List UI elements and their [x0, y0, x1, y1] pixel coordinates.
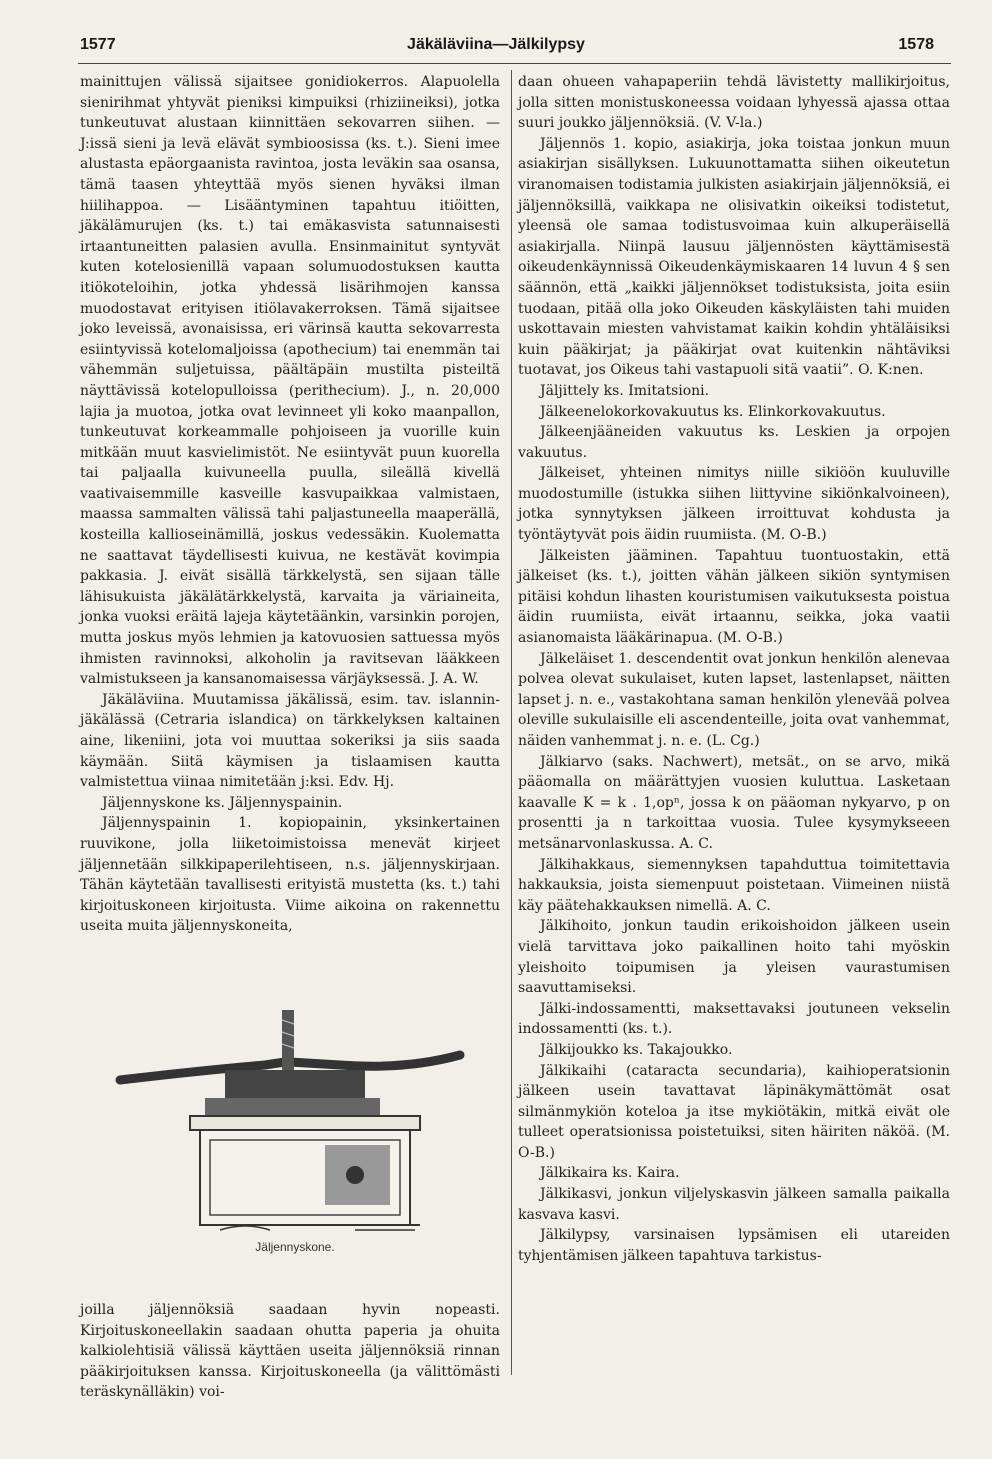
entry-jalkihoito: Jälkihoito, jonkun taudin erikoishoidon jälkeen usein vielä tarvittava joko paikallinen hoito tahi myöskin yleishoito toipumisen ja yleisen vaurastumisen saavuttamiseksi.	[518, 918, 950, 997]
column-divider	[511, 70, 512, 1375]
entry-jalkeiset: Jälkeiset, yhteinen nimitys niille sikiöön kuuluville muodostumille (istukka siihen liittyvine sikiönkalvoineen), jotka synnytyksen jälkeen irroittuvat kohdusta ja työntäytyvät pois äidin ruumiista. (M. O-B.)	[518, 465, 950, 544]
entry-jalkiarvo: Jälkiarvo (saks. Nachwert), metsät., on se arvo, mikä pääomalla on määrättyjen vuosien kuluttua. Lasketaan kaavalle K = k . 1,opⁿ, jossa k on pääoman nykyarvo, p on prosentti ja n tarkoittaa vuosia. Tulee kysymykseeen metsänarvonlaskussa. A. C.	[518, 753, 950, 852]
page-number-right: 1578	[898, 36, 934, 53]
page-number-left: 1577	[80, 36, 116, 53]
left-column	[80, 72, 500, 937]
header-rule	[78, 63, 951, 64]
entry-jaljennos: Jäljennös 1. kopio, asiakirja, joka toistaa jonkun muun asiakirjan sisällyksen. Lukuunottamatta siihen oikeutetun viranomaisen todistamia julkisten asiakirjain jäljennöksiä, ei jäljennöksillä, vaikkapa ne olisivatkin oikeiksi todistetut, yleensä ole samaa todistusvoimaa kuin alkuperäisellä asiakirjalla. Niinpä lausuu jäljennösten käyttämisestä oikeudenkäynnissä Oikeudenkäymiskaaren 14 luvun 4 § sen säännön, että „kaikki jäljennökset todistuksista, joita esiin tuodaan, pitää olla joko Oikeuden käskyläisten tahi muiden uskottavain miesten vahvistamat kaikin kohdin yhtäläisiksi kuin pääkirjat; ja pääkirjat ovat kuitenkin nähtäviksi tuotavat, jos Oikeus tahi vastapuoli sitä vaatii”. O. K:nen.	[518, 135, 950, 379]
entry-jalki-indossamentti: Jälki-indossamentti, maksettavaksi joutuneen vekselin indossamentti (ks. t.).	[518, 1000, 950, 1038]
right-column	[518, 72, 950, 1266]
entry-jalkeenelokorkovakuutus: Jälkeenelokorkovakuutus ks. Elinkorkovakuutus.	[540, 403, 886, 420]
entry-jalkikaihi: Jälkikaihi (cataracta secundaria), kaihioperatsionin jälkeen usein tavattavat läpinäkymättömät osat silmänmykiön koteloa ja itse mykiötäkin, mitkä eivät ole tulleet operatsionissa poistetuiksi, siten häiriten näköä. (M. O-B.)	[518, 1062, 950, 1161]
running-title: Jäkäläviina—Jälkilypsy	[407, 36, 585, 53]
left-column-bottom	[80, 1300, 500, 1403]
entry-jaljennyskone: Jäljennyskone ks. Jäljennyspainin.	[102, 794, 343, 811]
figure-caption: Jäljennyskone.	[255, 1240, 335, 1254]
entry-jalkikasvi: Jälkikasvi, jonkun viljelyskasvin jälkeen samalla paikalla kasvava kasvi.	[518, 1186, 950, 1223]
entry-jalkelaiset: Jälkeläiset 1. descendentit ovat jonkun henkilön alenevaa polvea olevat sukulaiset, kuten lapset, lastenlapset, näitten lapset j. n. e., vastakohtana saman henkilön ylenevää polvea oleville sukulaisille eli ascendenteille, joita ovat vanhemmat, näiden vanhemmat j. n. e. (L. Cg.)	[518, 650, 950, 749]
entry-jalkihakkaus: Jälkihakkaus, siemennyksen tapahduttua toimitettavia hakkauksia, joista siemenpuut poistetaan. Viimeinen niistä käy päätehakkauksen nimellä. A. C.	[518, 856, 950, 914]
copying-press-illustration	[115, 1010, 470, 1235]
entry-jalkeenjaaneiden-vakuutus: Jälkeenjääneiden vakuutus ks. Leskien ja orpojen vakuutus.	[518, 424, 950, 461]
entry-jalkilypsy: Jälkilypsy, varsinaisen lypsämisen eli utareiden tyhjentämisen jälkeen tapahtuva tarkistus-	[518, 1227, 950, 1264]
entry-jaljittely: Jäljittely ks. Imitatsioni.	[540, 382, 710, 399]
paragraph: daan ohueen vahapaperiin tehdä lävistetty mallikirjoitus, jolla sitten monistuskoneessa voidaan lyhyessä ajassa ottaa suuri joukko jäljennöksiä. (V. V-la.)	[518, 74, 950, 132]
entry-jalkikaira: Jälkikaira ks. Kaira.	[540, 1165, 680, 1182]
paragraph: mainittujen välissä sijaitsee gonidiokerros. Alapuolella sienirihmat yhtyvät pieniksi kimpuiksi (rhiziineiksi), jotka tunkeutuvat alustaan kiinnittäen sekovarren siihen. — J:issä sieni ja levä elävät symbioosissa (ks. t.). Sieni imee alustasta epäorgaanista ravintoa, josta leväkin saa osansa, tämä taasen yhteyttää myös sienen hyväksi ilman hiilihappoa. — Lisääntyminen tapahtuu itiöitten, jäkälämurujen (ks. t.) tai emäkasvista satunnaisesti irtaantuneitten palasien avulla. Ensinmainitut syntyvät kuten kotelosienillä vapaan solumuodostuksen kautta itiökoteloihin, jotka yhdessä lisärihmojen kanssa muodostavat erityisen itiölavakerroksen. Tämä sijaitsee joko leveissä, avonaisissa, eri värinsä kautta sekovarresta esiintyvissä kotelomaljoissa (apothecium) tai enemmän tai vähemmän suljetuissa, päältäpäin mustilta pisteiltä näyttävissä kotelopulloissa (perithecium). J., n. 20,000 lajia ja muotoa, jotka ovat levinneet yli koko maanpallon, tunkeutuvat korkeammalle pohjoiseen ja vuorille kuin mitkään muut kasvielimistöt. Ne esiintyvät puun kuorella tai paljaalla kuivuneella puulla, sileällä kivellä vaativaisemmille kasveille kasvupaikkaa valmistaen, maassa sammalten välissä tahi paljastuneella maaperällä, kosteilla kallioseinämillä, joskus vedessäkin. Kuolematta ne saattavat täydellisesti kuivua, ne kestävät kovimpia pakkasia. J. eivät sisällä tärkkelystä, sen sijaan tälle lähisukuista jäkälätärkkelystä, karvaita ja väriaineita, jonka vuoksi eräitä lajeja käytetäänkin, varsinkin porojen, mutta joskus myös lehmien ja katovuosien sattuessa myös ihmisten ravinnoksi, alkoholin ja ravitsevan lääkkeen valmistukseen ja kansanomaisessa värjäyksessä. J. A. W.	[80, 74, 500, 688]
entry-jaljennyspainin: Jäljennyspainin 1. kopiopainin, yksinkertainen ruuvikone, jolla liiketoimistoissa menevät kirjeet jäljennetään silkkipaperilehtiseen, n.s. jäljennyskirjaan. Tähän käytetään tavallisesti erityistä mustetta (ks. t.) tahi kirjoituskoneen kirjoitusta. Viime aikoina on rakennettu useita muita jäljennyskoneita,	[80, 815, 500, 935]
paragraph: joilla jäljennöksiä saadaan hyvin nopeasti. Kirjoituskoneellakin saadaan ohutta paperia ja ohuita kalkiolehtisiä välissä käyttäen useita jäljennöksiä rinnan pääkirjoituksen kanssa. Kirjoituskoneella (ja välittömästi teräskynälläkin) voi-	[80, 1302, 500, 1401]
entry-jalkeisten-jaaminen: Jälkeisten jääminen. Tapahtuu tuontuostakin, että jälkeiset (ks. t.), joitten vähän jälkeen sikiön syntymisen pitäisi kohdun lihasten kouristumisen vaikutuksesta poistua äidin ruumiista, eivät irtaannu, seikka, joka vaatii asianomaista lääkärinapua. (M. O-B.)	[518, 547, 950, 647]
entry-jakalaviina: Jäkäläviina. Muutamissa jäkälissä, esim. tav. islannin-jäkälässä (Cetraria islandica) on tärkkelyksen kaltainen aine, likeniini, jota voi muuttaa sokeriksi ja siis saada käymään. Siitä käymisen ja tislaamisen kautta valmistettua viinaa nimitetään j:ksi. Edv. Hj.	[80, 691, 500, 791]
entry-jalkijoukko: Jälkijoukko ks. Takajoukko.	[540, 1041, 733, 1058]
